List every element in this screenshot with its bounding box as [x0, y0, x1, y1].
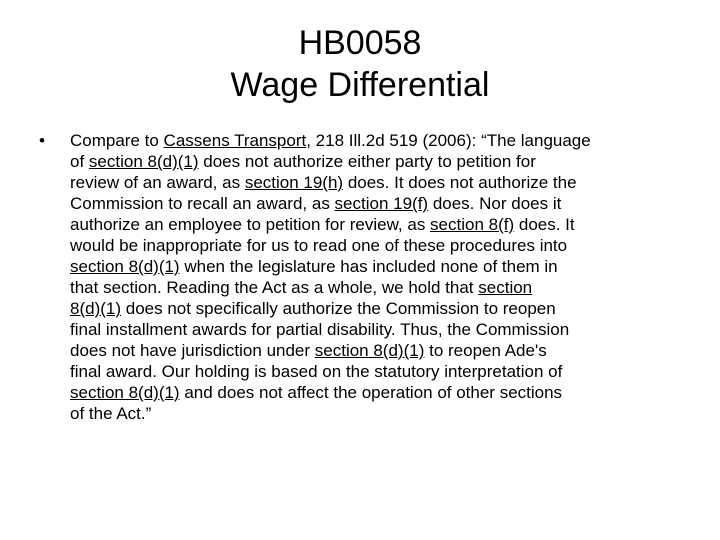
plain-text: final award. Our holding is based on the statutory interpretation of [70, 362, 563, 381]
plain-text: of [70, 152, 89, 171]
section-link-8d1-part2[interactable]: 8(d)(1) [70, 299, 122, 318]
bullet-item [36, 130, 686, 424]
plain-text: Compare to [70, 131, 164, 150]
text-line [70, 340, 686, 361]
text-line [70, 151, 686, 172]
plain-text: authorize an employee to petition for review, as [70, 215, 431, 234]
title-line-2: Wage Differential [230, 66, 490, 104]
text-line [70, 214, 686, 235]
plain-text: final installment awards for partial disability. Thus, the Commission [70, 320, 570, 339]
plain-text: Commission to recall an award, as [70, 194, 335, 213]
section-link-8d1[interactable]: section 8(d)(1) [70, 383, 180, 402]
section-link-19f[interactable]: section 19(f) [334, 194, 429, 213]
section-link-8d1-part1[interactable]: section [478, 278, 533, 297]
plain-text: review of an award, as [70, 173, 245, 192]
plain-text: to reopen Ade's [424, 341, 547, 360]
plain-text: , 218 Ill.2d 519 (2006): “The language [306, 131, 591, 150]
plain-text: when the legislature has included none of them in [179, 257, 558, 276]
plain-text: does not have jurisdiction under [70, 341, 315, 360]
text-line [70, 403, 686, 424]
section-link-8d1[interactable]: section 8(d)(1) [70, 257, 180, 276]
text-line [70, 361, 686, 382]
plain-text: does. It does not authorize the [343, 173, 577, 192]
slide-body [36, 130, 686, 424]
text-line [70, 193, 686, 214]
text-line [70, 382, 686, 403]
plain-text: would be inappropriate for us to read one of these procedures into [70, 236, 568, 255]
plain-text: that section. Reading the Act as a whole, we hold that [70, 278, 479, 297]
text-line [70, 256, 686, 277]
plain-text: of the Act.” [70, 404, 152, 423]
text-line [70, 298, 686, 319]
case-link-cassens-transport[interactable]: Cassens Transport [163, 131, 307, 150]
title-line-1: HB0058 [298, 24, 422, 62]
plain-text: does not authorize either party to petition for [198, 152, 536, 171]
plain-text: does. Nor does it [428, 194, 562, 213]
text-line [70, 319, 686, 340]
section-link-19h[interactable]: section 19(h) [244, 173, 344, 192]
plain-text: and does not affect the operation of other sections [179, 383, 563, 402]
text-line [70, 277, 686, 298]
section-link-8d1[interactable]: section 8(d)(1) [314, 341, 425, 360]
text-line [70, 130, 686, 151]
bullet-dot-icon: • [39, 131, 45, 150]
section-link-8d1[interactable]: section 8(d)(1) [88, 152, 199, 171]
slide-title [60, 22, 660, 106]
plain-text: does not specifically authorize the Commission to reopen [121, 299, 556, 318]
plain-text: does. It [514, 215, 575, 234]
text-line [70, 235, 686, 256]
text-line [70, 172, 686, 193]
section-link-8f[interactable]: section 8(f) [430, 215, 515, 234]
